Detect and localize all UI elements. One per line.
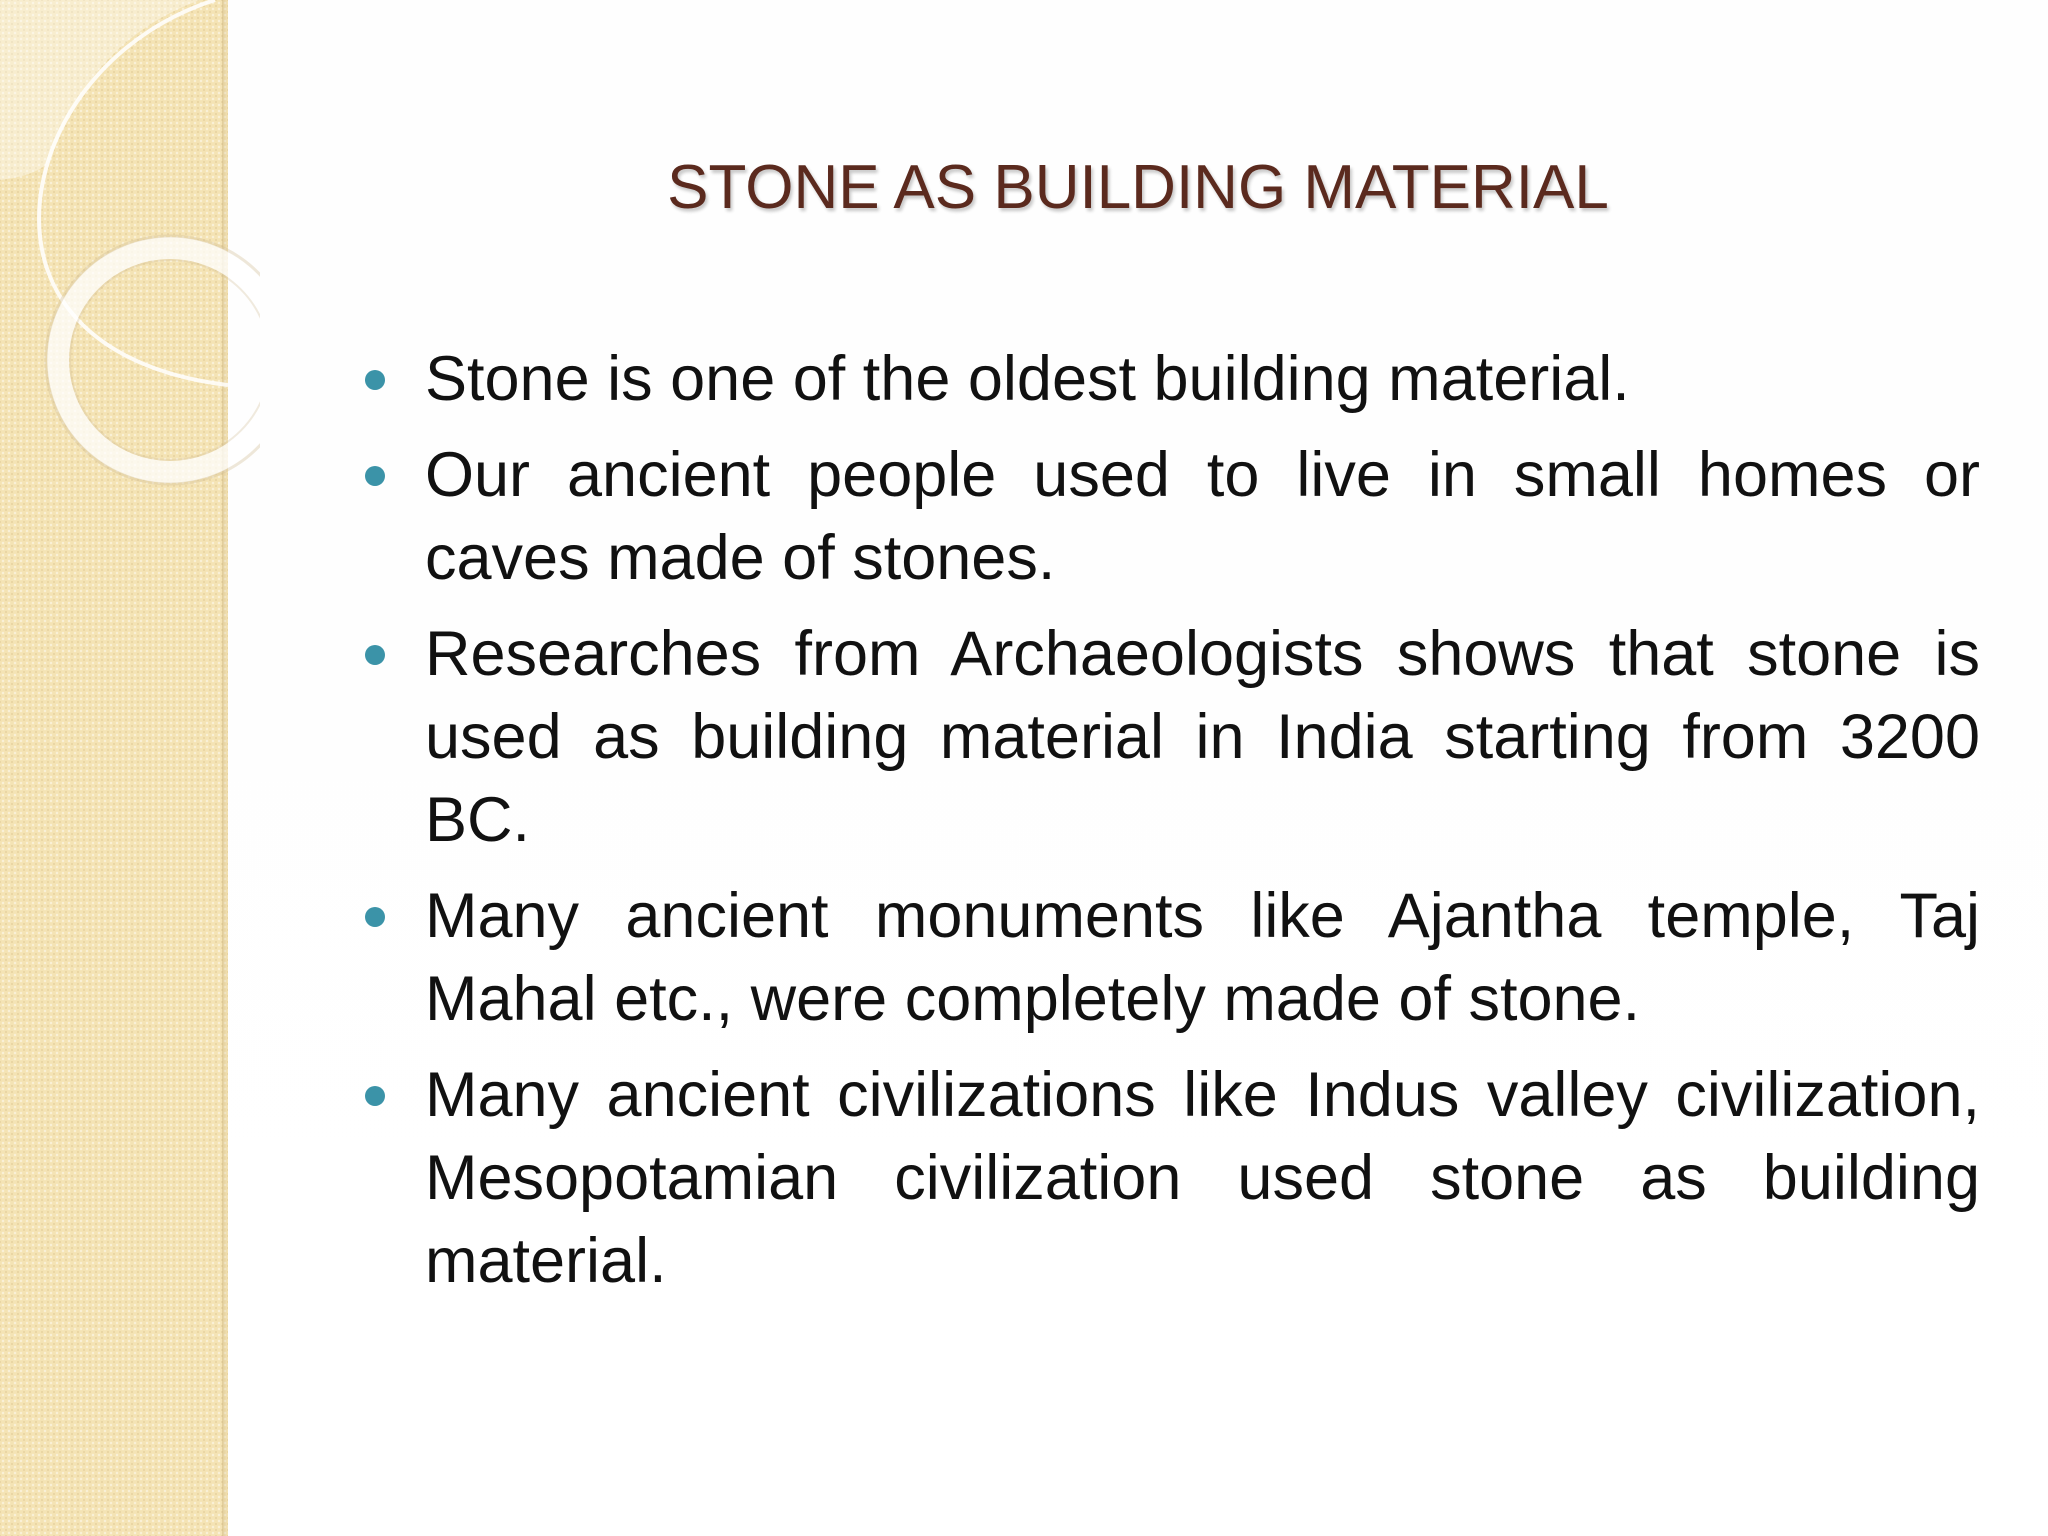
bullet-text: Our ancient people used to live in small homes or caves made of stones.: [425, 440, 1980, 593]
decorative-rings-icon: [0, 0, 260, 520]
bullet-item: [360, 1054, 1980, 1303]
bullet-item: [360, 434, 1980, 600]
bullet-text: Many ancient civilizations like Indus valley civilization, Mesopotamian civilization used stone as building material.: [425, 1060, 1980, 1296]
bullet-text: Many ancient monuments like Ajantha temple, Taj Mahal etc., were completely made of stone.: [425, 881, 1980, 1034]
bullet-text: Researches from Archaeologists shows that stone is used as building material in India starting from 3200 BC.: [425, 619, 1980, 855]
bullet-list: [360, 338, 1980, 1316]
slide-title: STONE AS BUILDING MATERIAL: [667, 153, 1609, 222]
bullet-dot-icon: [365, 645, 385, 665]
bullet-item: [360, 613, 1980, 862]
bullet-dot-icon: [365, 370, 385, 390]
bullet-dot-icon: [365, 907, 385, 927]
bullet-dot-icon: [365, 1086, 385, 1106]
bullet-item: [360, 338, 1980, 421]
bullet-text: Stone is one of the oldest building material.: [425, 344, 1630, 414]
bullet-item: [360, 875, 1980, 1041]
bullet-dot-icon: [365, 466, 385, 486]
